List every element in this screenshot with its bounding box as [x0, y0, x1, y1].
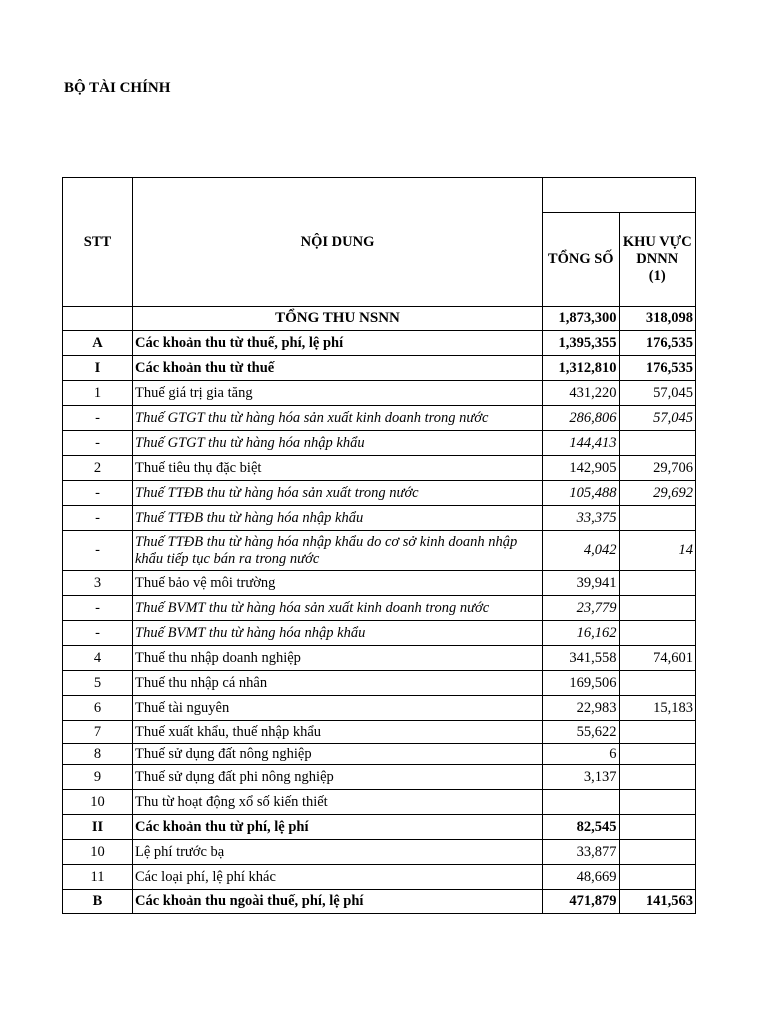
row-sector: 29,692 [619, 481, 696, 506]
row-content: Lệ phí trước bạ [133, 840, 543, 865]
row-content: Thuế TTĐB thu từ hàng hóa nhập khẩu [133, 506, 543, 531]
row-sector [619, 596, 696, 621]
row-content: Thuế TTĐB thu từ hàng hóa sản xuất trong nước [133, 481, 543, 506]
row-stt: II [63, 815, 133, 840]
row-content: Các khoản thu từ thuế [133, 356, 543, 381]
row-content: Thuế tiêu thụ đặc biệt [133, 456, 543, 481]
table-row [63, 331, 696, 356]
table-row [63, 765, 696, 790]
row-sector: 176,535 [619, 331, 696, 356]
row-total: 48,669 [543, 865, 620, 890]
row-stt: A [63, 331, 133, 356]
row-content: Thuế sử dụng đất phi nông nghiệp [133, 765, 543, 790]
row-content: Thuế BVMT thu từ hàng hóa nhập khẩu [133, 621, 543, 646]
row-total: 33,375 [543, 506, 620, 531]
row-content: TỔNG THU NSNN [133, 307, 543, 331]
row-stt: - [63, 431, 133, 456]
row-sector [619, 790, 696, 815]
table-row [63, 481, 696, 506]
agency-title: BỘ TÀI CHÍNH [64, 80, 171, 96]
row-stt: - [63, 506, 133, 531]
row-sector [619, 721, 696, 744]
header-sector-line2: DNNN [636, 251, 679, 267]
row-stt: 11 [63, 865, 133, 890]
row-sector: 57,045 [619, 406, 696, 431]
table-row [63, 890, 696, 914]
budget-revenue-table [62, 177, 696, 914]
row-total: 341,558 [543, 646, 620, 671]
row-stt: 3 [63, 571, 133, 596]
row-sector: 141,563 [619, 890, 696, 914]
row-content: Các khoản thu từ thuế, phí, lệ phí [133, 331, 543, 356]
table-row [63, 307, 696, 331]
row-sector [619, 506, 696, 531]
row-sector: 74,601 [619, 646, 696, 671]
row-total: 22,983 [543, 696, 620, 721]
row-stt: 8 [63, 744, 133, 765]
table-row [63, 406, 696, 431]
row-sector [619, 765, 696, 790]
table-row [63, 531, 696, 571]
row-stt: 6 [63, 696, 133, 721]
row-content: Thu từ hoạt động xổ số kiến thiết [133, 790, 543, 815]
row-content: Các khoản thu từ phí, lệ phí [133, 815, 543, 840]
table-row [63, 381, 696, 406]
row-total: 23,779 [543, 596, 620, 621]
table-row [63, 721, 696, 744]
row-total: 144,413 [543, 431, 620, 456]
row-total: 55,622 [543, 721, 620, 744]
row-total: 431,220 [543, 381, 620, 406]
row-stt: - [63, 481, 133, 506]
table-row [63, 456, 696, 481]
row-total: 105,488 [543, 481, 620, 506]
table-row [63, 646, 696, 671]
row-total: 82,545 [543, 815, 620, 840]
table-row [63, 815, 696, 840]
header-sector-line1: KHU VỰC [622, 234, 692, 250]
row-total [543, 790, 620, 815]
row-total: 142,905 [543, 456, 620, 481]
row-sector [619, 671, 696, 696]
row-content: Thuế tài nguyên [133, 696, 543, 721]
header-stt: STT [63, 178, 133, 307]
row-sector: 29,706 [619, 456, 696, 481]
row-content: Thuế xuất khẩu, thuế nhập khẩu [133, 721, 543, 744]
table-row [63, 596, 696, 621]
header-sector [619, 213, 696, 307]
row-total: 1,873,300 [543, 307, 620, 331]
row-sector: 176,535 [619, 356, 696, 381]
row-stt: - [63, 531, 133, 571]
row-total: 3,137 [543, 765, 620, 790]
header-total: TỔNG SỐ [543, 213, 620, 307]
row-sector [619, 840, 696, 865]
table-row [63, 744, 696, 765]
row-content: Thuế sử dụng đất nông nghiệp [133, 744, 543, 765]
row-sector [619, 744, 696, 765]
table-row [63, 790, 696, 815]
table-row [63, 506, 696, 531]
header-content: NỘI DUNG [133, 178, 543, 307]
row-content: Thuế giá trị gia tăng [133, 381, 543, 406]
row-total: 286,806 [543, 406, 620, 431]
row-sector: 318,098 [619, 307, 696, 331]
row-stt: 5 [63, 671, 133, 696]
row-sector [619, 621, 696, 646]
row-total: 4,042 [543, 531, 620, 571]
row-content: Thuế thu nhập doanh nghiệp [133, 646, 543, 671]
row-total: 1,395,355 [543, 331, 620, 356]
row-total: 1,312,810 [543, 356, 620, 381]
row-stt: 7 [63, 721, 133, 744]
table-row [63, 571, 696, 596]
row-content: Thuế bảo vệ môi trường [133, 571, 543, 596]
row-stt: 2 [63, 456, 133, 481]
row-total: 39,941 [543, 571, 620, 596]
row-content: Thuế GTGT thu từ hàng hóa nhập khẩu [133, 431, 543, 456]
header-group [543, 178, 696, 213]
row-total: 33,877 [543, 840, 620, 865]
row-content: Thuế TTĐB thu từ hàng hóa nhập khẩu do cơ sở kinh doanh nhập khẩu tiếp tục bán ra trong nước [133, 531, 543, 571]
table-row [63, 840, 696, 865]
row-sector: 15,183 [619, 696, 696, 721]
row-stt: 1 [63, 381, 133, 406]
row-stt: - [63, 406, 133, 431]
row-total: 169,506 [543, 671, 620, 696]
row-sector [619, 815, 696, 840]
table-row [63, 621, 696, 646]
row-content: Các loại phí, lệ phí khác [133, 865, 543, 890]
row-stt: 10 [63, 790, 133, 815]
row-sector [619, 571, 696, 596]
row-stt: - [63, 596, 133, 621]
table-row [63, 696, 696, 721]
row-content: Thuế thu nhập cá nhân [133, 671, 543, 696]
row-sector [619, 431, 696, 456]
row-sector [619, 865, 696, 890]
row-sector: 57,045 [619, 381, 696, 406]
row-content: Các khoản thu ngoài thuế, phí, lệ phí [133, 890, 543, 914]
row-stt: B [63, 890, 133, 914]
row-stt: - [63, 621, 133, 646]
row-content: Thuế BVMT thu từ hàng hóa sản xuất kinh doanh trong nước [133, 596, 543, 621]
table-row [63, 431, 696, 456]
table-row [63, 865, 696, 890]
row-stt [63, 307, 133, 331]
row-content: Thuế GTGT thu từ hàng hóa sản xuất kinh doanh trong nước [133, 406, 543, 431]
row-stt: 4 [63, 646, 133, 671]
table-body [63, 307, 696, 914]
table-row [63, 356, 696, 381]
row-stt: I [63, 356, 133, 381]
row-sector: 14 [619, 531, 696, 571]
header-sector-line3: (1) [648, 268, 666, 284]
row-stt: 9 [63, 765, 133, 790]
row-stt: 10 [63, 840, 133, 865]
row-total: 6 [543, 744, 620, 765]
table-row [63, 671, 696, 696]
row-total: 471,879 [543, 890, 620, 914]
row-total: 16,162 [543, 621, 620, 646]
